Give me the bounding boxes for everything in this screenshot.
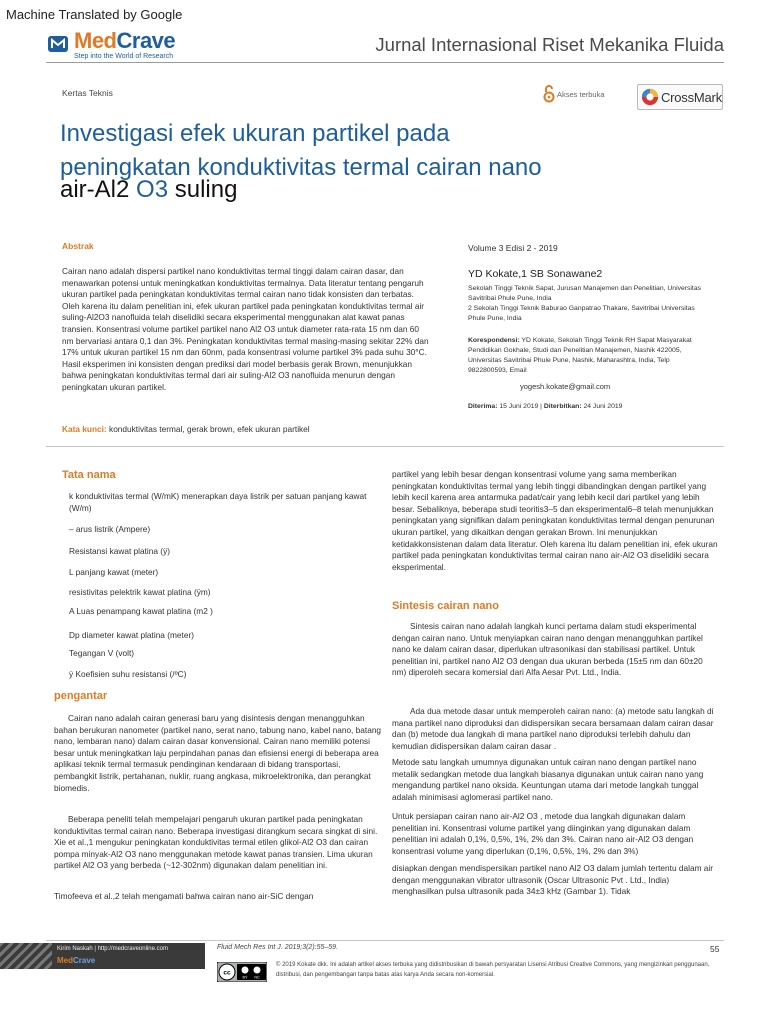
medcrave-logo[interactable] bbox=[46, 30, 175, 60]
abstract-text: Cairan nano adalah dispersi partikel nano konduktivitas termal tinggi dalam cairan dasar, dan menawarkan potensi untuk meningkatkan konduktivitas termalnya. Data literatur tentang pengaruh ukuran partikel pada peningkatan konduktivitas termal cairan nano tidak konsisten dan terbatas. Oleh karena itu dalam penelitian ini, efek ukuran partikel pada peningkatan konduktivitas termal air suling-Al2O3 nanofluida telah diselidiki secara eksperimental menggunakan alat kawat panas transien. Konsentrasi volume partikel partikel nano Al2 O3 untuk diameter rata-rata 15 nm dan 60 nm bervariasi antara 0,1 dan 3%. Peningkatan konduktivitas termal masing-masing sekitar 22% dan 17% untuk ukuran partikel 15 nm dan 60nm, pada konsentrasi volume partikel 3% pada suhu 30°C. Hasil eksperimen ini konsisten dengan prediksi dari model berbasis gerak Brown, menunjukkan bahwa peningkatan konduktivitas termal dari air suling-Al2 O3 nanofluida menurun dengan peningkatan ukuran partikel. bbox=[62, 266, 429, 392]
right-paragraph-3: Ada dua metode dasar untuk memperoleh cairan nano: (a) metode satu langkah di mana partikel nano diproduksi dan didispersikan secara bersamaan dalam cairan dasar dan (b) metode dua langkah di mana partikel nano diproduksi terlebih dahulu dan kemudian didispersikan dalam cairan dasar . bbox=[392, 706, 714, 751]
footer-stripes bbox=[0, 943, 52, 969]
crossmark-label: CrossMark bbox=[660, 89, 722, 105]
intro-paragraph-3: Timofeeva et al.,2 telah mengamati bahwa cairan nano air-SiC dengan bbox=[54, 891, 314, 901]
nomenclature-item: Resistansi kawat platina (ÿ) bbox=[69, 546, 170, 556]
keywords bbox=[62, 424, 310, 434]
title-line-3-c: suling bbox=[168, 176, 238, 203]
citation: Fluid Mech Res Int J. 2019;3(2):55‒59. bbox=[217, 944, 339, 951]
right-paragraph-4: Metode satu langkah umumnya digunakan untuk cairan nano dengan partikel nano metalik sedangkan metode dua langkah biasanya digunakan untuk cairan nano yang mengandung partikel nano oksida. Keuntungan utama dari metode langkah tunggal adalah minimisasi aglomerasi partikel nano. bbox=[392, 757, 704, 802]
intro-paragraph-2: Beberapa peneliti telah mempelajari pengaruh ukuran partikel pada peningkatan konduktivitas termal cairan nano. Beberapa investigasi dirangkum secara singkat di sini. Xie et al.,1 mengukur peningkatan konduktivitas termal etilen glikol-Al2 O3 dan cairan pompa minyak-Al2 O3 nano menggunakan metode kawat panas transien. Lima ukuran partikel Al2 O3 yang berbeda (~12-302nm) digunakan dalam penelitian ini. bbox=[54, 814, 378, 871]
open-access-icon bbox=[543, 84, 555, 104]
footer-brand bbox=[57, 956, 95, 965]
authors: YD Kokate,1 SB Sonawane2 bbox=[468, 268, 603, 280]
footer-brand-a: Med bbox=[57, 956, 73, 965]
right-paragraph-1: partikel yang lebih besar dengan konsentrasi volume yang sama memberikan peningkatan konduktivitas termal yang lebih tinggi dibandingkan dengan partikel yang lebih kecil karena area antarmuka padat/cair yang lebih kecil dari partikel yang lebih besar. Sebaliknya, beberapa studi teoritis3–5 dan eksperimental6–8 telah menunjukkan peningkatan yang signifikan dalam peningkatan konduktivitas termal dengan penurunan ukuran partikel, yang dikaitkan dengan gerakan Brown. Ini menunjukkan ketidakkonsistenan dalam data literatur. Oleh karena itu dalam penelitian ini, efek ukuran partikel pada peningkatan konduktivitas termal cairan nano air-Al2 O3 diselidiki secara eksperimental. bbox=[392, 469, 718, 572]
received-date: 15 Juni 2019 | bbox=[497, 403, 544, 410]
received-label: Diterima: bbox=[468, 403, 498, 410]
cc-nc-label: NC bbox=[254, 975, 260, 980]
footer-divider bbox=[46, 940, 724, 941]
synthesis-heading: Sintesis cairan nano bbox=[392, 600, 499, 612]
intro-heading: pengantar bbox=[54, 690, 108, 702]
open-access-badge[interactable] bbox=[543, 84, 605, 104]
title-line-3 bbox=[60, 176, 237, 204]
logo-tagline: Step into the World of Research bbox=[74, 53, 174, 60]
cc-by-label: BY bbox=[242, 975, 248, 980]
nomenclature-item: – arus listrik (Ampere) bbox=[69, 524, 151, 534]
correspondence-label: Korespondensi: bbox=[468, 337, 520, 344]
page-number: 55 bbox=[710, 944, 720, 954]
right-paragraph-5: Untuk persiapan cairan nano air-Al2 O3 , metode dua langkah digunakan dalam penelitian ini. Konsentrasi volume partikel yang diinginkan yang digunakan dalam penelitian ini adalah 0,1%, 0,5%, 1%, 2% dan 3%. Cairan nano air-Al2 O3 dengan konsentrasi volume yang diperlukan (0,1%, 0,5%, 1%, 2% dan 3%) bbox=[392, 811, 694, 856]
affiliations: Sekolah Tinggi Teknik Sapat, Jurusan Manajemen dan Penelitian, Universitas Savitribai Phule Pune, India 2 Sekolah Tinggi Teknik Baburao Ganpatrao Thakare, Savitribai Universitas Phule Pune, India bbox=[468, 285, 701, 322]
abstract-heading: Abstrak bbox=[62, 241, 94, 251]
nomenclature-item: A Luas penampang kawat platina (m2 ) bbox=[69, 606, 213, 616]
email-link[interactable]: yogesh.kokate@gmail.com bbox=[520, 382, 611, 391]
nomenclature-item: Tegangan V (volt) bbox=[69, 648, 135, 658]
crossmark-button[interactable] bbox=[637, 84, 723, 110]
nomenclature-item: Dp diameter kawat platina (meter) bbox=[69, 630, 194, 640]
article-title bbox=[60, 117, 700, 185]
nomenclature-item: resistivitas pelektrik kawat platina (ÿm) bbox=[69, 587, 211, 597]
correspondence bbox=[468, 336, 708, 376]
medcrave-logo-icon bbox=[46, 32, 70, 56]
footer-brand-b: Crave bbox=[73, 956, 96, 965]
machine-translated-banner: Machine Translated by Google bbox=[6, 7, 183, 22]
title-line-1: Investigasi efek ukuran partikel pada bbox=[60, 120, 450, 147]
open-access-label: Akses terbuka bbox=[557, 89, 605, 99]
article-type: Kertas Teknis bbox=[62, 88, 113, 98]
published-date: 24 Juni 2019 bbox=[581, 403, 623, 410]
keywords-label: Kata kunci: bbox=[62, 424, 107, 434]
submit-link[interactable]: Kirim Naskah | http://medcraveonline.com bbox=[57, 946, 168, 952]
title-line-2: peningkatan konduktivitas termal cairan nano bbox=[60, 154, 542, 181]
section-divider bbox=[46, 446, 724, 447]
right-paragraph-2: Sintesis cairan nano adalah langkah kunci pertama dalam studi eksperimental dengan cairan nano. Untuk menyiapkan cairan nano dengan menangguhkan partikel nano ke dalam cairan dasar, diperlukan ultrasonikasi dan stabilisasi partikel. Untuk penelitian ini, partikel nano Al2 O3 dengan dua ukuran berbeda (15±5 nm dan 60±20 nm) diperoleh secara komersial dari Alfa Aesar Pvt. Ltd., India. bbox=[392, 621, 703, 678]
keywords-text: konduktivitas termal, gerak brown, efek ukuran partikel bbox=[106, 424, 310, 434]
correspondence-text: YD Kokate, Sekolah Tinggi Teknik RH Sapat Masyarakat Pendidikan Gokhale, Studi dan Penelitian Manajemen, Nashik 422005, Universitas Savitribai Phule Pune, Nashik, Maharashtra, India, Telp 9822800593, Email bbox=[468, 337, 692, 374]
creative-commons-icon[interactable] bbox=[217, 962, 267, 982]
nomenclature-item: L panjang kawat (meter) bbox=[69, 567, 159, 577]
intro-paragraph-1: Cairan nano adalah cairan generasi baru yang disintesis dengan menangguhkan bahan berukuran nanometer (partikel nano, serat nano, tabung nano, kabel nano, batang nano, lembaran nano) dalam cairan dasar konvensional. Cairan nano memiliki potensi besar untuk meningkatkan laju perpindahan panas dan efisiensi energi di beberapa area aplikasi teknik termal termasuk pendinginan kendaraan di bidang transportasi, pembangkit listrik, pertahanan, nuklir, ruang angkasa, mikroelektronika, dan perangkat biomedis. bbox=[54, 713, 382, 793]
submit-manuscript-box[interactable] bbox=[0, 943, 205, 969]
dates bbox=[468, 403, 622, 410]
volume-issue: Volume 3 Edisi 2 - 2019 bbox=[468, 243, 558, 253]
header-divider bbox=[46, 62, 724, 63]
title-line-3-a: air-Al2 bbox=[60, 176, 137, 203]
crossmark-icon bbox=[641, 87, 659, 107]
title-line-3-b: O3 bbox=[136, 176, 169, 203]
nomenclature-item: k konduktivitas termal (W/mK) menerapkan daya listrik per satuan panjang kawat (W/m) bbox=[69, 491, 367, 513]
logo-name-b: Crave bbox=[116, 28, 176, 53]
license-text: © 2019 Kokate dkk. Ini adalah artikel akses terbuka yang didistribusikan di bawah persyaratan Lisensi Atribusi Creative Commons, yang mengizinkan penggunaan, distribusi, dan pengembangan tanpa batas atas karya Anda secara non-komersial. bbox=[276, 962, 710, 979]
published-label: Diterbitkan: bbox=[543, 403, 582, 410]
right-paragraph-6: disiapkan dengan mendispersikan partikel nano Al2 O3 dalam jumlah tertentu dalam air dengan menggunakan vibrator ultrasonik (Oscar Ultrasonic Pvt . Ltd., India) menghasilkan pulsa ultrasonik pada 34±3 kHz (Gambar 1). Tidak bbox=[392, 863, 714, 897]
cc-label: cc bbox=[223, 969, 231, 977]
journal-title: Jurnal Internasional Riset Mekanika Fluida bbox=[375, 34, 724, 55]
nomenclature-heading: Tata nama bbox=[62, 469, 116, 481]
nomenclature-item: ÿ Koefisien suhu resistansi (/ºC) bbox=[69, 669, 187, 679]
logo-name-a: Med bbox=[74, 28, 117, 53]
